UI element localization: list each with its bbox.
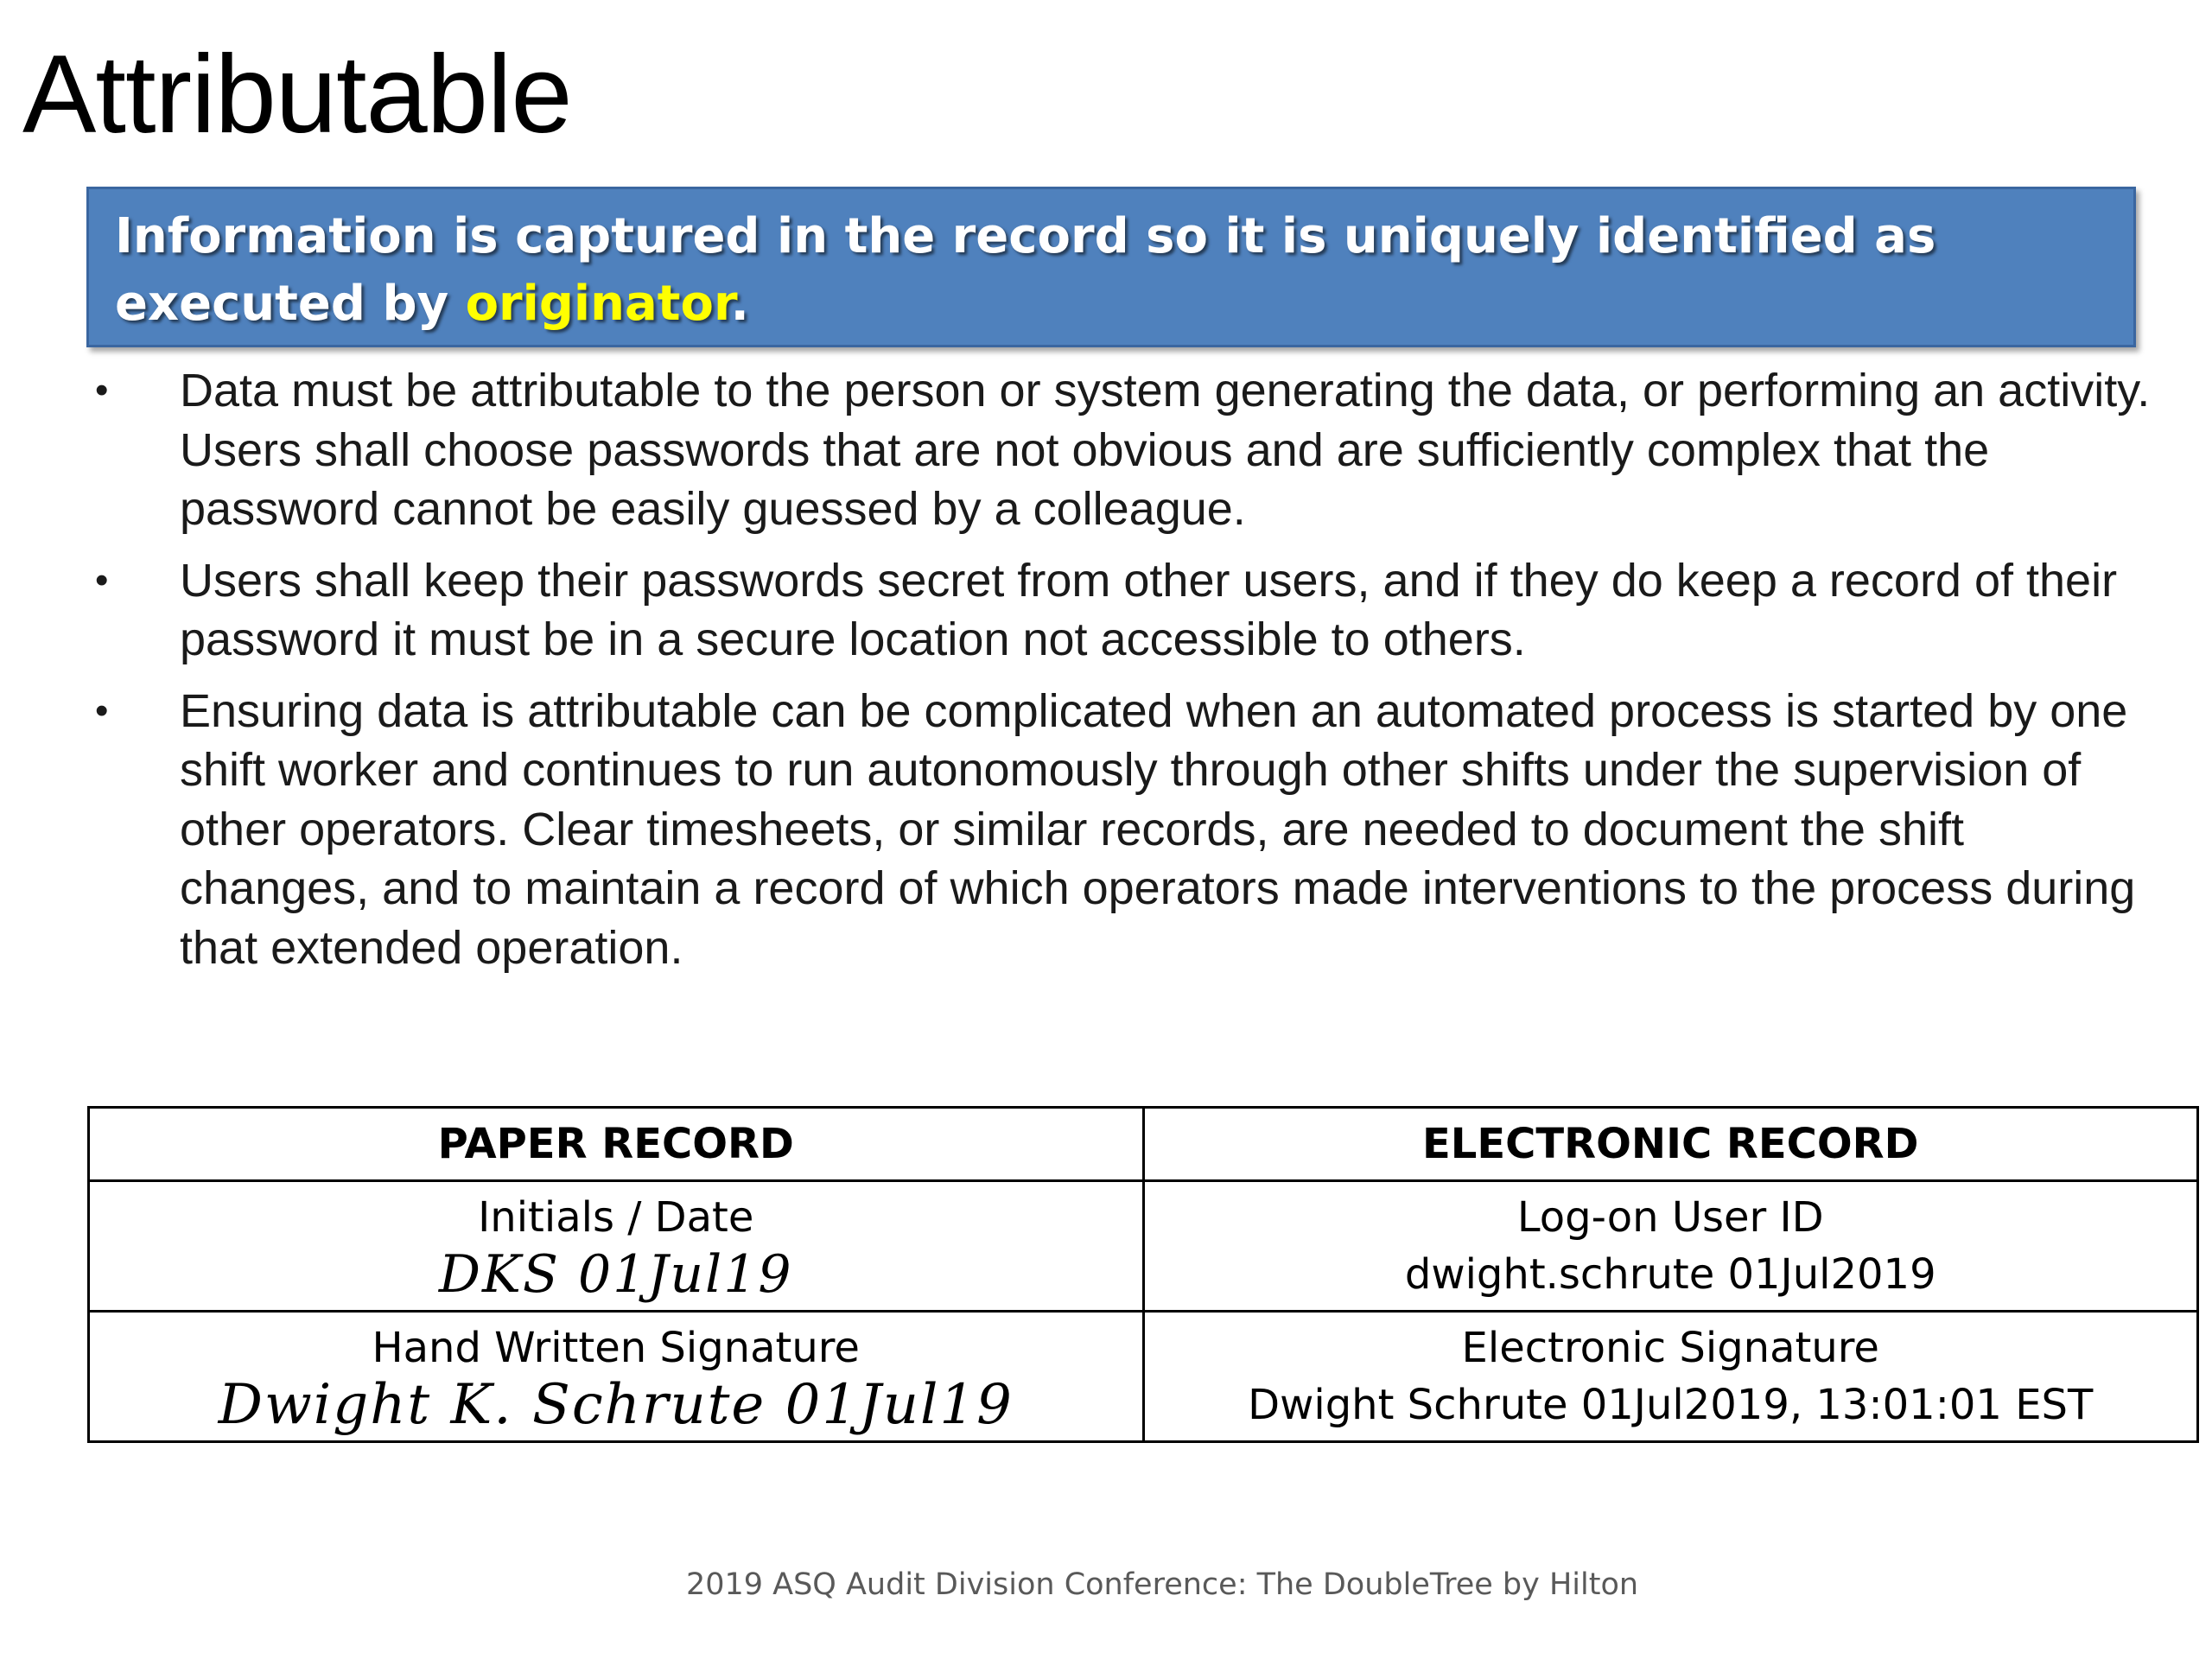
- paper-initials-label: Initials / Date: [478, 1193, 754, 1242]
- paper-signature-handwriting: Dwight K. Schrute 01Jul19: [218, 1373, 1014, 1437]
- paper-signature-label: Hand Written Signature: [372, 1324, 860, 1372]
- electronic-userid-cell: [1143, 1181, 2198, 1312]
- table-row: [89, 1181, 2198, 1312]
- banner-highlight-originator: originator: [465, 276, 731, 332]
- paper-signature-cell: [89, 1312, 1144, 1442]
- paper-initials-cell: [89, 1181, 1144, 1312]
- banner-text: [115, 203, 2107, 338]
- banner-text-main: Information is captured in the record so it is uniquely identified as executed by: [115, 208, 1936, 332]
- bullet-text: Data must be attributable to the person or system generating the data, or performing an activity. Users shall choose passwords that are not obvious and are sufficiently complex that the password cannot be easily guessed by a colleague.: [180, 365, 2151, 535]
- paper-initials-handwriting: DKS 01Jul19: [438, 1244, 793, 1305]
- header-electronic-record: ELECTRONIC RECORD: [1143, 1108, 2198, 1181]
- bullet-dot: •: [95, 369, 109, 411]
- table-row: [89, 1312, 2198, 1442]
- records-table: [87, 1106, 2199, 1443]
- header-paper-record: PAPER RECORD: [89, 1108, 1144, 1181]
- bullet-text: Ensuring data is attributable can be complicated when an automated process is started by one shift worker and continues to run autonomously through other shifts under the supervision of other operators. Clear timesheets, or similar records, are needed to document the shift changes, and to maintain a record of which operators made interventions to the process during that extended operation.: [180, 684, 2136, 974]
- bullet-item: [86, 361, 2160, 539]
- bullet-item: [86, 682, 2160, 978]
- slide-title: Attributable: [22, 33, 572, 156]
- electronic-userid-value: dwight.schrute 01Jul2019: [1404, 1250, 1936, 1299]
- bullet-text: Users shall keep their passwords secret from other users, and if they do keep a record of their password it must be in a secure location not accessible to others.: [180, 554, 2118, 665]
- bullet-item: [86, 551, 2160, 670]
- slide-footer: 2019 ASQ Audit Division Conference: The DoubleTree by Hilton: [685, 1567, 1639, 1602]
- electronic-signature-label: Electronic Signature: [1461, 1324, 1879, 1372]
- definition-banner: [86, 187, 2136, 347]
- bullet-dot: •: [95, 558, 109, 601]
- bullet-list: [86, 361, 2160, 989]
- electronic-signature-value: Dwight Schrute 01Jul2019, 13:01:01 EST: [1248, 1381, 2094, 1429]
- electronic-signature-cell: [1143, 1312, 2198, 1442]
- electronic-userid-label: Log-on User ID: [1516, 1193, 1824, 1242]
- table-header-row: [89, 1108, 2198, 1181]
- bullet-dot: •: [95, 689, 109, 732]
- banner-text-end: .: [730, 276, 749, 332]
